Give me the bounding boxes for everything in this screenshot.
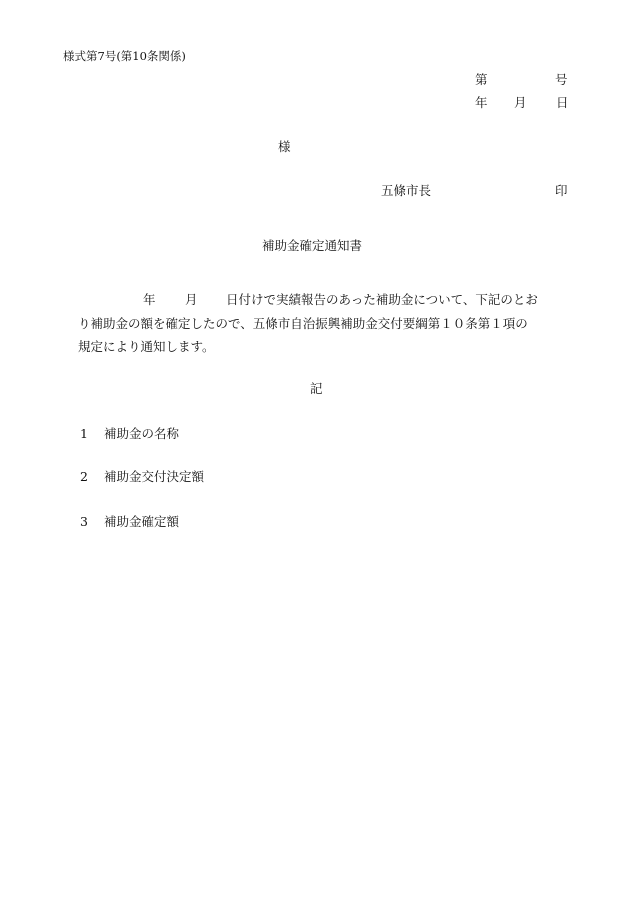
body-month: 月 (185, 292, 198, 307)
body-line-3: 規定により通知します。 (78, 339, 215, 354)
date-year: 年 (475, 95, 488, 110)
sender-name: 五條市長 (381, 183, 432, 198)
body-line-1-text: 日付けで実績報告のあった補助金について、下記のとお (226, 292, 538, 307)
seal-mark: 印 (555, 183, 568, 198)
item-number: 1 (80, 426, 88, 441)
date-day: 日 (556, 95, 569, 110)
item-label: 補助金交付決定額 (104, 469, 205, 484)
form-number: 様式第7号(第10条関係) (63, 49, 186, 63)
doc-number-prefix: 第 (475, 72, 488, 87)
body-line-2: り補助金の額を確定したので、五條市自治振興補助金交付要綱第１０条第１項の (78, 316, 528, 331)
addressee-suffix: 様 (278, 139, 291, 154)
item-number: 3 (80, 514, 88, 529)
body-year: 年 (143, 292, 156, 307)
document-title: 補助金確定通知書 (262, 238, 363, 253)
item-number: 2 (80, 469, 88, 484)
item-label: 補助金確定額 (104, 514, 180, 529)
doc-number-suffix: 号 (555, 72, 568, 87)
date-month: 月 (514, 95, 527, 110)
ki-heading: 記 (310, 381, 323, 396)
item-label: 補助金の名称 (104, 426, 180, 441)
